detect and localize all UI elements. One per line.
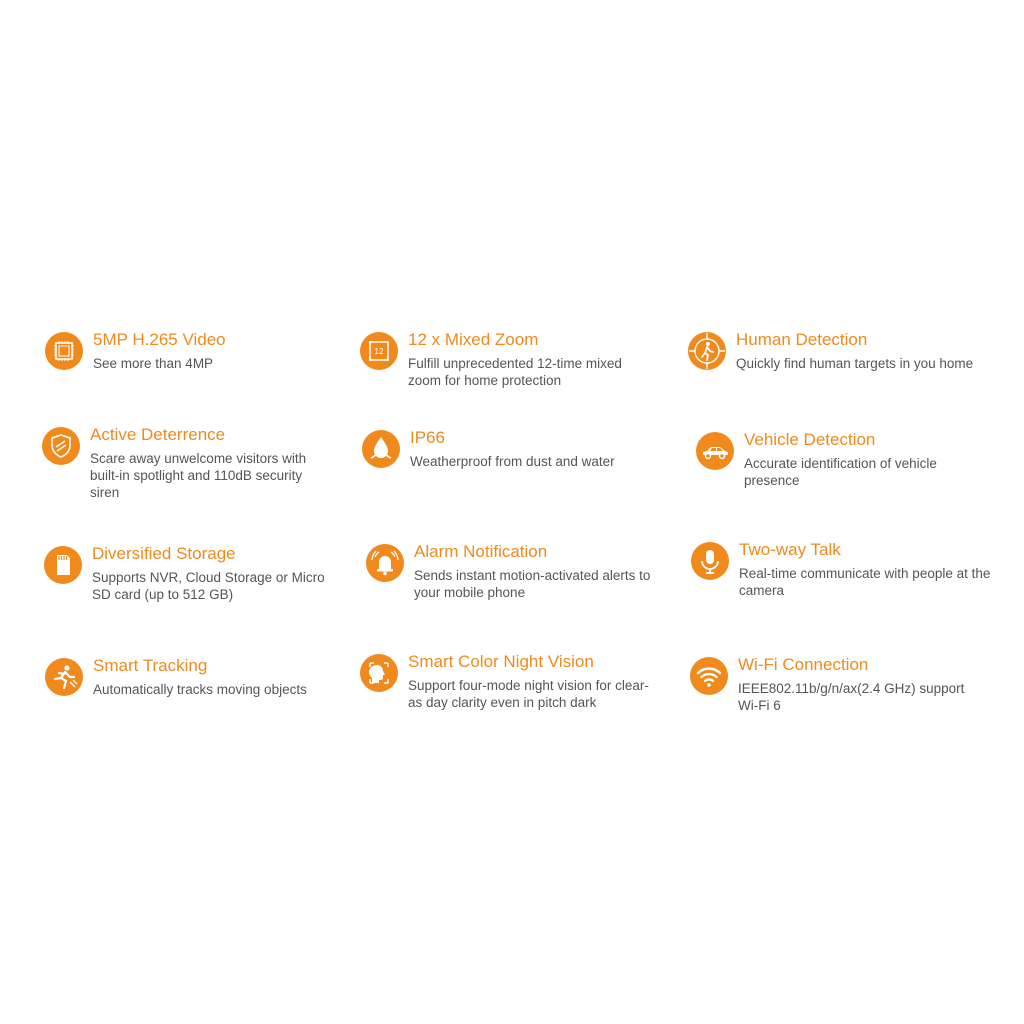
- human-target-icon: [686, 330, 728, 372]
- feature-title: IP66: [410, 428, 445, 447]
- feature-title: Diversified Storage: [92, 544, 236, 563]
- feature-title: 5MP H.265 Video: [93, 330, 226, 349]
- running-person-icon: [43, 656, 85, 698]
- feature-desc: Support four-mode night vision for clear-as day clarity even in pitch dark: [408, 678, 649, 710]
- feature-title: Vehicle Detection: [744, 430, 876, 449]
- feature-title: Active Deterrence: [90, 425, 226, 444]
- feature-desc: Accurate identification of vehicle presence: [744, 456, 937, 488]
- feature-desc: IEEE802.11b/g/n/ax(2.4 GHz) support Wi-Fi 6: [738, 681, 965, 713]
- feature-title: Alarm Notification: [414, 542, 548, 561]
- car-icon: [694, 430, 736, 472]
- wifi-icon: [688, 655, 730, 697]
- video-chip-icon: [43, 330, 85, 372]
- feature-desc: Real-time communicate with people at the camera: [739, 566, 991, 598]
- alarm-bell-icon: [364, 542, 406, 584]
- feature-desc: Automatically tracks moving objects: [93, 682, 307, 697]
- feature-desc: Sends instant motion-activated alerts to your mobile phone: [414, 568, 651, 600]
- shield-icon: [40, 425, 82, 467]
- feature-desc: Quickly find human targets in you home: [736, 356, 974, 371]
- feature-desc: Fulfill unprecedented 12-time mixed zoom for home protection: [408, 356, 622, 388]
- zoom-frame-icon: [358, 330, 400, 372]
- feature-title: Smart Tracking: [93, 656, 208, 675]
- feature-desc: See more than 4MP: [93, 356, 214, 371]
- microphone-icon: [689, 540, 731, 582]
- feature-desc: Supports NVR, Cloud Storage or Micro SD card (up to 512 GB): [92, 570, 325, 602]
- sd-card-icon: [42, 544, 84, 586]
- water-drop-icon: [360, 428, 402, 470]
- feature-title: Wi-Fi Connection: [738, 655, 869, 674]
- feature-title: Human Detection: [736, 330, 868, 349]
- feature-title: Smart Color Night Vision: [408, 652, 594, 671]
- feature-desc: Scare away unwelcome visitors with built-in spotlight and 110dB security siren: [90, 451, 307, 500]
- zoom-badge: 12: [374, 347, 384, 356]
- feature-title: Two-way Talk: [739, 540, 841, 559]
- feature-desc: Weatherproof from dust and water: [410, 454, 615, 469]
- night-vision-face-icon: [358, 652, 400, 694]
- feature-title: 12 x Mixed Zoom: [408, 330, 539, 349]
